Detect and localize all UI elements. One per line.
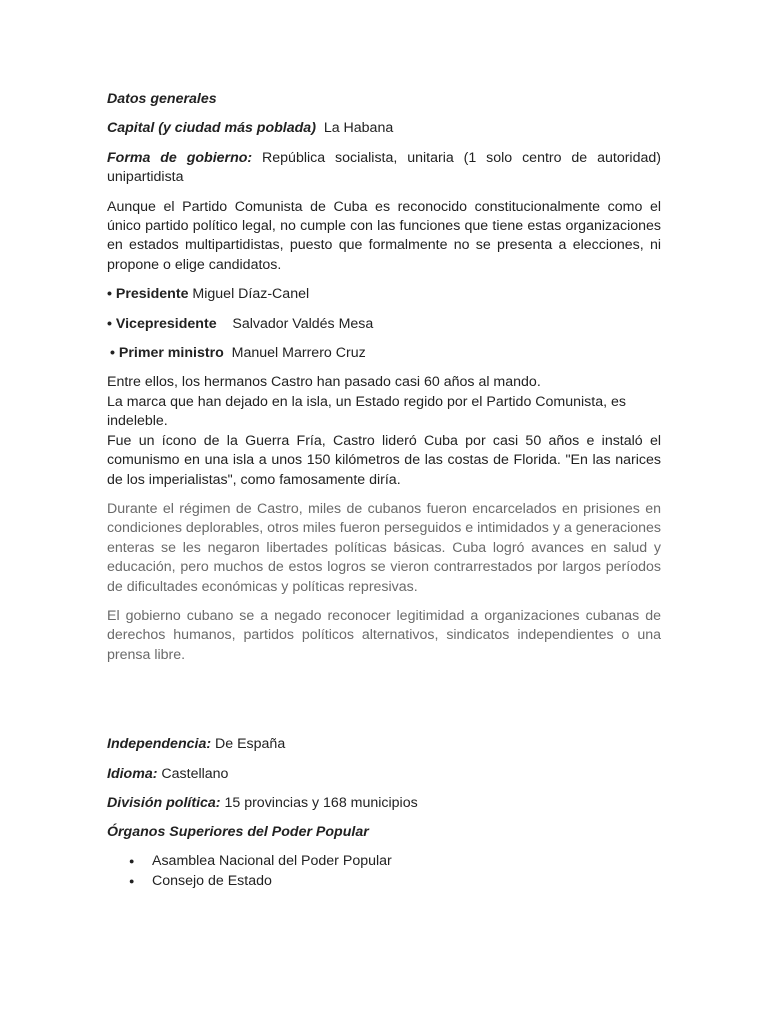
datos-generales-heading: Datos generales bbox=[107, 91, 217, 107]
presidente-label: • Presidente bbox=[107, 286, 189, 303]
castro-line-2: La marca que han dejado en la isla, un Estado regido por el Partido Comunista, es indeleble. bbox=[107, 393, 626, 430]
vicepresidente-label: • Vicepresidente bbox=[107, 315, 217, 332]
presidente-line bbox=[107, 285, 661, 304]
list-item bbox=[107, 851, 661, 872]
gobierno-label: Forma de gobierno: bbox=[107, 149, 253, 166]
partido-paragraph: Aunque el Partido Comunista de Cuba es reconocido constitucionalmente como el único partido político legal, no cumple con las funciones que tiene estas organizaciones en estados multipartidistas, puesto que formalmente no se presenta a elecciones, ni propone o elige candidatos. bbox=[107, 198, 661, 273]
vicepresidente-line bbox=[107, 315, 661, 334]
bullet-icon: ● bbox=[129, 855, 135, 866]
list-item-label: Asamblea Nacional del Poder Popular bbox=[152, 852, 392, 869]
idioma-value: Castellano bbox=[161, 765, 229, 782]
document-page bbox=[107, 88, 661, 892]
capital-value: La Habana bbox=[323, 120, 394, 137]
primer-ministro-value: Manuel Marrero Cruz bbox=[231, 345, 366, 362]
castro-line-1: Entre ellos, los hermanos Castro han pasado casi 60 años al mando. bbox=[107, 374, 541, 391]
independencia-label: Independencia: bbox=[107, 736, 212, 753]
derechos-paragraph: El gobierno cubano se a negado reconocer legitimidad a organizaciones cubanas de derechos humanos, partidos políticos alternativos, sindicatos independientes o una prensa libre. bbox=[107, 607, 661, 663]
gobierno-value: República socialista, unitaria (1 solo centro de autoridad) unipartidista bbox=[107, 149, 661, 186]
organos-list bbox=[107, 851, 661, 892]
primer-ministro-line bbox=[107, 344, 661, 363]
division-line bbox=[107, 794, 661, 813]
section-heading bbox=[107, 90, 661, 109]
vicepresidente-value: Salvador Valdés Mesa bbox=[232, 315, 374, 332]
division-label: División política: bbox=[107, 794, 221, 811]
organos-heading: Órganos Superiores del Poder Popular bbox=[107, 824, 369, 841]
bullet-icon: ● bbox=[129, 876, 135, 887]
list-item bbox=[107, 871, 661, 892]
capital-label: Capital (y ciudad más poblada) bbox=[107, 120, 316, 137]
list-item-label: Consejo de Estado bbox=[152, 873, 272, 890]
independencia-line bbox=[107, 735, 661, 754]
division-value: 15 provincias y 168 municipios bbox=[224, 794, 418, 811]
gobierno-line bbox=[107, 149, 661, 188]
castro-line-3: Fue un ícono de la Guerra Fría, Castro lideró Cuba por casi 50 años e instaló el comunismo en una isla a unos 150 kilómetros de las costas de Florida. "En las narices de los imperialistas", como famosamente diría. bbox=[107, 432, 661, 488]
independencia-value: De España bbox=[215, 736, 286, 753]
idioma-line bbox=[107, 765, 661, 784]
capital-line bbox=[107, 119, 661, 138]
regimen-paragraph: Durante el régimen de Castro, miles de cubanos fueron encarcelados en prisiones en condiciones deplorables, otros miles fueron perseguidos e intimidados y a generaciones enteras se les negaron libertades políticas básicas. Cuba logró avances en salud y educación, pero muchos de estos logros se vieron contrarrestados por largos períodos de dificultades económicas y políticas represivas. bbox=[107, 500, 661, 595]
idioma-label: Idioma: bbox=[107, 765, 158, 782]
primer-ministro-label: • Primer ministro bbox=[110, 345, 224, 362]
presidente-value: Miguel Díaz-Canel bbox=[192, 286, 310, 303]
organos-heading-line bbox=[107, 823, 661, 842]
